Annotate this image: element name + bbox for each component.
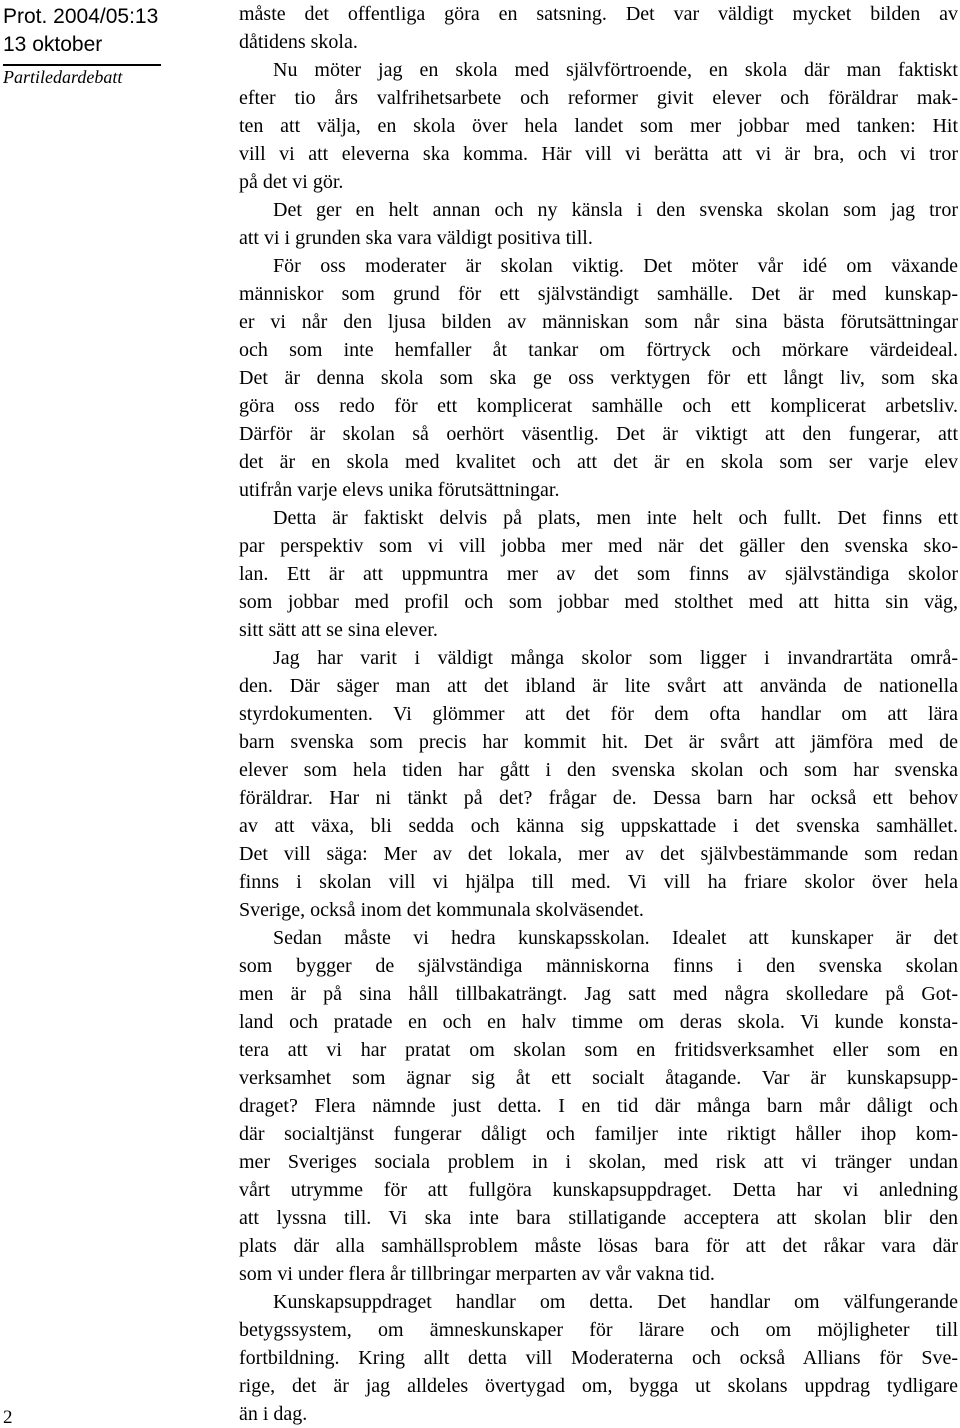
text-line: utifrån varje elevs unika förutsättningar. (239, 479, 560, 501)
paragraph (239, 644, 958, 924)
text-line: För oss moderater är skolan viktig. Det möter vår idé om växande (273, 255, 958, 277)
text-line: par perspektiv som vi vill jobba mer med när det gäller den svenska sko- (239, 535, 958, 557)
text-line: som jobbar med profil och som jobbar med stolthet med att hitta sin väg, (239, 591, 958, 613)
text-line: er vi når den ljusa bilden av människan som når sina bästa förutsättningar (239, 311, 958, 333)
text-line: rige, det är jag alldeles övertygad om, bygga ut skolans uppdrag tydligare (239, 1375, 958, 1397)
paragraph (239, 0, 958, 56)
paragraph (239, 924, 958, 1288)
text-line: barn svenska som precis har kommit hit. Det är svårt att jämföra med de (239, 731, 958, 753)
text-line: plats där alla samhällsproblem måste lösas bara för att det råkar vara där (239, 1235, 958, 1257)
text-line: styrdokumenten. Vi glömmer att det för dem ofta handlar om att lära (239, 703, 958, 725)
text-line: elever som hela tiden har gått i den svenska skolan och som har svenska (239, 759, 958, 781)
text-line: Kunskapsuppdraget handlar om detta. Det handlar om välfungerande (273, 1291, 958, 1313)
text-line: den. Där säger man att det ibland är lite svårt att använda de nationella (239, 675, 958, 697)
text-line: av att växa, bli sedda och känna sig uppskattade i det svenska samhället. (239, 815, 958, 837)
speech-body (239, 0, 958, 1428)
text-line: Detta är faktiskt delvis på plats, men inte helt och fullt. Det finns ett (273, 507, 958, 529)
protocol-reference: Prot. 2004/05:13 13 oktober (3, 5, 159, 56)
paragraph (239, 196, 958, 252)
text-line: ten att välja, en skola över hela landet som mer jobbar med tanken: Hit (239, 115, 958, 137)
text-line: fortbildning. Kring allt detta vill Moderaterna och också Allians för Sve- (239, 1347, 958, 1369)
text-line: tera att vi har pratat om skolan som en fritidsverksamhet eller som en (239, 1039, 958, 1061)
text-line: efter tio års valfrihetsarbete och reformer givit elever och föräldrar mak- (239, 87, 958, 109)
text-line: göra oss redo för ett komplicerat samhälle och ett komplicerat arbetsliv. (239, 395, 958, 417)
text-line: måste det offentliga göra en satsning. Det var väldigt mycket bilden av (239, 3, 958, 25)
section-label: Partiledardebatt (3, 67, 123, 87)
text-line: Det ger en helt annan och ny känsla i den svenska skolan som jag tror (273, 199, 958, 221)
text-line: vill vi att eleverna ska komma. Här vill vi berätta att vi är bra, och vi tror (239, 143, 958, 165)
paragraph (239, 252, 958, 504)
text-line: lan. Ett är att uppmuntra mer av det som finns av självständiga skolor (239, 563, 958, 585)
text-line: att lyssna till. Vi ska inte bara stillatigande acceptera att skolan blir den (239, 1207, 958, 1229)
text-line: verksamhet som ägnar sig åt ett socialt åtagande. Var är kunskapsupp- (239, 1067, 958, 1089)
text-line: än i dag. (239, 1403, 308, 1425)
page-number: 2 (3, 1407, 13, 1428)
text-line: Det vill säga: Mer av det lokala, mer av det självbestämmande som redan (239, 843, 958, 865)
text-line: Nu möter jag en skola med självförtroende, en skola där man faktiskt (273, 59, 958, 81)
text-line: Sedan måste vi hedra kunskapsskolan. Idealet att kunskaper är det (273, 927, 958, 949)
paragraph (239, 56, 958, 196)
text-line: Sverige, också inom det kommunala skolväsendet. (239, 899, 644, 921)
text-line: Det är denna skola som ska ge oss verktygen för ett långt liv, som ska (239, 367, 958, 389)
margin-column (0, 0, 230, 1428)
text-line: men är på sina håll tillbakaträngt. Jag satt med några skolledare på Got- (239, 983, 958, 1005)
text-line: finns i skolan vill vi hjälpa till med. Vi vill ha friare skolor över hela (239, 871, 958, 893)
text-line: som vi under flera år tillbringar merparten av vår vakna tid. (239, 1263, 715, 1285)
text-line: mer Sveriges sociala problem in i skolan, med risk att vi tränger undan (239, 1151, 958, 1173)
text-line: på det vi gör. (239, 171, 344, 193)
text-line: Därför är skolan så oerhört väsentlig. Det är viktigt att den fungerar, att (239, 423, 958, 445)
paragraph (239, 1288, 958, 1428)
text-line: människor som grund för ett självständigt samhälle. Det är med kunskap- (239, 283, 958, 305)
text-line: och som inte hemfaller åt tankar om förtryck och mörkare värdeideal. (239, 339, 958, 361)
text-line: där socialtjänst fungerar dåligt och familjer inte riktigt håller ihop kom- (239, 1123, 958, 1145)
text-line: vårt utrymme för att fullgöra kunskapsuppdraget. Detta har vi anledning (239, 1179, 958, 1201)
text-line: det är en skola med kvalitet och att det är en skola som ser varje elev (239, 451, 958, 473)
text-line: dåtidens skola. (239, 31, 358, 53)
text-line: Jag har varit i väldigt många skolor som ligger i invandrartäta områ- (273, 647, 958, 669)
text-line: sitt sätt att se sina elever. (239, 619, 438, 641)
text-line: att vi i grunden ska vara väldigt positiva till. (239, 227, 593, 249)
text-line: draget? Flera nämnde just detta. I en tid där många barn mår dåligt och (239, 1095, 958, 1117)
text-line: föräldrar. Har ni tänkt på det? frågar de. Dessa barn har också ett behov (239, 787, 958, 809)
text-line: betygssystem, om ämneskunskaper för lärare och om möjligheter till (239, 1319, 958, 1341)
text-line: som bygger de självständiga människorna finns i den svenska skolan (239, 955, 958, 977)
paragraph (239, 504, 958, 644)
text-line: land och pratade en och en halv timme om deras skola. Vi kunde konsta- (239, 1011, 958, 1033)
